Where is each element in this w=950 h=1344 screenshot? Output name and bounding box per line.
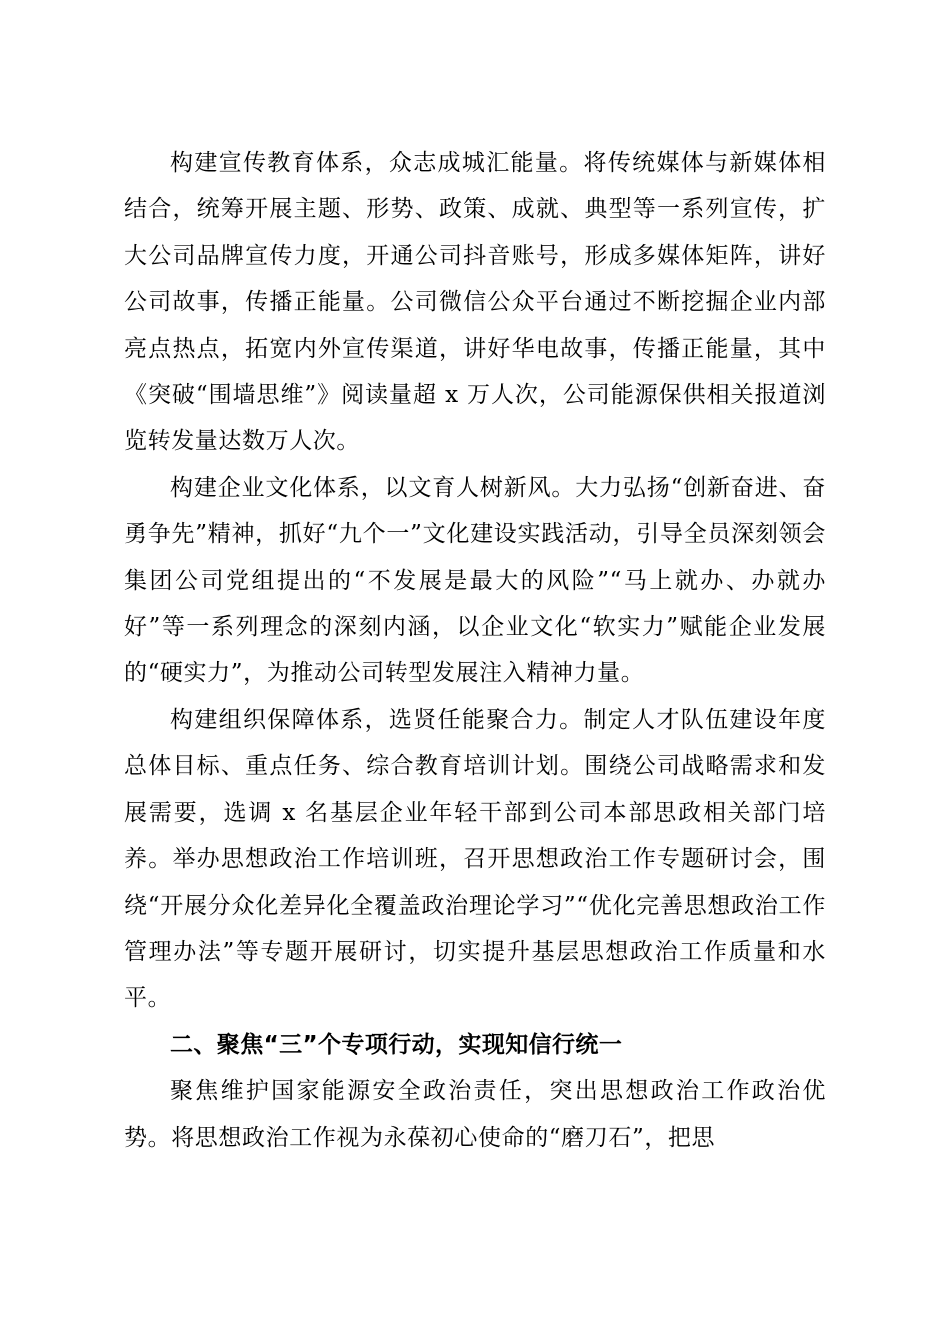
document-body xyxy=(124,140,826,1161)
paragraph-corporate-culture: 构建企业文化体系，以文育人树新风。大力弘扬“创新奋进、奋勇争先”精神，抓好“九个一”文化建设实践活动，引导全员深刻领会集团公司党组提出的“不发展是最大的风险”“马上就办、办就办好”等一系列理念的深刻内涵，以企业文化“软实力”赋能企业发展的“硬实力”，为推动公司转型发展注入精神力量。 xyxy=(124,474,826,687)
section-heading: 二、聚焦“三”个专项行动，实现知信行统一 xyxy=(170,1031,623,1058)
paragraph-energy-security: 聚焦维护国家能源安全政治责任，突出思想政治工作政治优势。将思想政治工作视为永葆初心使命的“磨刀石”，把思 xyxy=(124,1078,826,1151)
paragraph-organizational-support: 构建组织保障体系，选贤任能聚合力。制定人才队伍建设年度总体目标、重点任务、综合教育培训计划。围绕公司战略需求和发展需要，选调 x 名基层企业年轻干部到公司本部思政相关部门培养。举办思想政治工作培训班，召开思想政治工作专题研讨会，围绕“开展分众化差异化全覆盖政治理论学习”“优化完善思想政治工作管理办法”等专题开展研讨，切实提升基层思想政治工作质量和水平。 xyxy=(124,706,826,1012)
paragraph-publicity-education: 构建宣传教育体系，众志成城汇能量。将传统媒体与新媒体相结合，统筹开展主题、形势、政策、成就、典型等一系列宣传，扩大公司品牌宣传力度，开通公司抖音账号，形成多媒体矩阵，讲好公司故事，传播正能量。公司微信公众平台通过不断挖掘企业内部亮点热点，拓宽内外宣传渠道，讲好华电故事，传播正能量，其中《突破“围墙思维”》阅读量超 x 万人次，公司能源保供相关报道浏览转发量达数万人次。 xyxy=(124,150,826,455)
